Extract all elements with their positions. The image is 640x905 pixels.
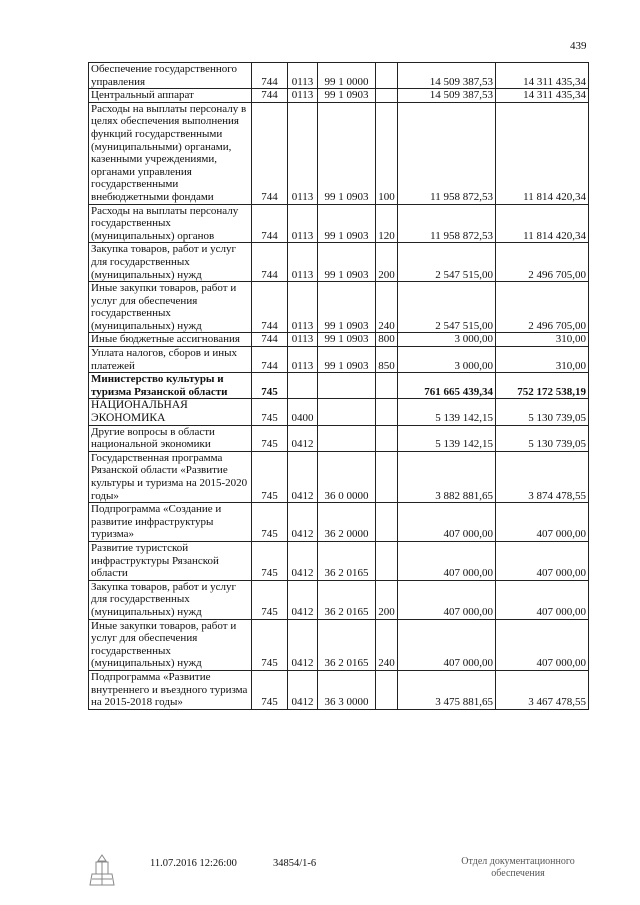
cell-name: Центральный аппарат: [89, 89, 252, 103]
cell-csr: 36 2 0000: [318, 503, 376, 542]
cell-rz: 0113: [288, 204, 318, 243]
cell-vr: [376, 399, 398, 425]
cell-rz: 0113: [288, 89, 318, 103]
cell-name: Расходы на выплаты персоналу в целях обеспечения выполнения функций государственными (муниципальными) органами, казенными учреждениями, органами управления государственными внебюджетными фондами: [89, 102, 252, 204]
cell-s2: 3 874 478,55: [496, 451, 589, 502]
cell-vr: 200: [376, 243, 398, 282]
cell-csr: [318, 425, 376, 451]
cell-rz: 0412: [288, 541, 318, 580]
cell-ved: 745: [252, 425, 288, 451]
cell-name: НАЦИОНАЛЬНАЯ ЭКОНОМИКА: [89, 399, 252, 425]
cell-s1: 5 139 142,15: [398, 425, 496, 451]
cell-vr: [376, 451, 398, 502]
cell-vr: [376, 541, 398, 580]
cell-name: Закупка товаров, работ и услуг для государственных (муниципальных) нужд: [89, 580, 252, 619]
cell-vr: [376, 425, 398, 451]
cell-csr: [318, 373, 376, 399]
cell-rz: 0113: [288, 282, 318, 333]
cell-s1: 5 139 142,15: [398, 399, 496, 425]
cell-s2: 11 814 420,34: [496, 102, 589, 204]
cell-ved: 744: [252, 89, 288, 103]
cell-vr: [376, 373, 398, 399]
cell-rz: 0412: [288, 580, 318, 619]
budget-table: [88, 62, 589, 710]
cell-rz: 0113: [288, 102, 318, 204]
cell-vr: 850: [376, 347, 398, 373]
cell-name: Обеспечение государственного управления: [89, 63, 252, 89]
cell-csr: 99 1 0903: [318, 347, 376, 373]
cell-s2: 310,00: [496, 333, 589, 347]
cell-ved: 744: [252, 282, 288, 333]
cell-ved: 745: [252, 619, 288, 670]
emblem-icon: [84, 852, 120, 888]
cell-csr: [318, 399, 376, 425]
cell-ved: 744: [252, 347, 288, 373]
table-row: [89, 425, 589, 451]
cell-vr: 800: [376, 333, 398, 347]
cell-name: Закупка товаров, работ и услуг для государственных (муниципальных) нужд: [89, 243, 252, 282]
table-row: [89, 670, 589, 709]
table-row: [89, 347, 589, 373]
cell-csr: 36 2 0165: [318, 580, 376, 619]
table-row: [89, 333, 589, 347]
department-stamp: Отдел документационного обеспечения: [461, 856, 575, 879]
cell-csr: 36 2 0165: [318, 619, 376, 670]
cell-s2: 407 000,00: [496, 503, 589, 542]
cell-ved: 744: [252, 243, 288, 282]
cell-csr: 99 1 0903: [318, 282, 376, 333]
cell-ved: 745: [252, 503, 288, 542]
cell-s1: 11 958 872,53: [398, 102, 496, 204]
cell-rz: 0412: [288, 451, 318, 502]
cell-name: Другие вопросы в области национальной экономики: [89, 425, 252, 451]
table-row: [89, 619, 589, 670]
table-row: [89, 399, 589, 425]
cell-vr: [376, 63, 398, 89]
cell-s2: 5 130 739,05: [496, 399, 589, 425]
page-number: 439: [570, 40, 587, 52]
cell-vr: 200: [376, 580, 398, 619]
cell-rz: 0412: [288, 619, 318, 670]
cell-csr: 99 1 0903: [318, 243, 376, 282]
cell-s1: 14 509 387,53: [398, 63, 496, 89]
cell-ved: 745: [252, 541, 288, 580]
footer-datetime: 11.07.2016 12:26:00: [150, 858, 237, 869]
table-row: [89, 63, 589, 89]
cell-rz: 0113: [288, 347, 318, 373]
table-row: [89, 373, 589, 399]
cell-csr: 99 1 0903: [318, 204, 376, 243]
cell-vr: [376, 89, 398, 103]
cell-csr: 99 1 0000: [318, 63, 376, 89]
cell-s2: 407 000,00: [496, 619, 589, 670]
cell-s1: 3 000,00: [398, 347, 496, 373]
cell-ved: 744: [252, 204, 288, 243]
cell-rz: 0412: [288, 503, 318, 542]
cell-s2: 407 000,00: [496, 580, 589, 619]
footer-doc-number: 34854/1-6: [273, 858, 317, 869]
cell-csr: 36 0 0000: [318, 451, 376, 502]
table-row: [89, 282, 589, 333]
cell-s1: 14 509 387,53: [398, 89, 496, 103]
cell-s2: 14 311 435,34: [496, 63, 589, 89]
cell-rz: 0113: [288, 333, 318, 347]
cell-s1: 407 000,00: [398, 619, 496, 670]
cell-ved: 745: [252, 670, 288, 709]
cell-name: Развитие туристской инфраструктуры Рязанской области: [89, 541, 252, 580]
cell-ved: 745: [252, 399, 288, 425]
cell-csr: 99 1 0903: [318, 102, 376, 204]
table-row: [89, 102, 589, 204]
cell-vr: 100: [376, 102, 398, 204]
cell-vr: 240: [376, 619, 398, 670]
cell-vr: [376, 503, 398, 542]
cell-ved: 745: [252, 373, 288, 399]
cell-s1: 407 000,00: [398, 541, 496, 580]
cell-s2: 5 130 739,05: [496, 425, 589, 451]
cell-ved: 745: [252, 451, 288, 502]
cell-s1: 761 665 439,34: [398, 373, 496, 399]
cell-vr: [376, 670, 398, 709]
cell-s1: 11 958 872,53: [398, 204, 496, 243]
cell-rz: 0113: [288, 243, 318, 282]
cell-name: Министерство культуры и туризма Рязанской области: [89, 373, 252, 399]
cell-csr: 99 1 0903: [318, 89, 376, 103]
cell-s1: 3 000,00: [398, 333, 496, 347]
cell-s1: 407 000,00: [398, 503, 496, 542]
table-row: [89, 204, 589, 243]
cell-s2: 407 000,00: [496, 541, 589, 580]
cell-name: Уплата налогов, сборов и иных платежей: [89, 347, 252, 373]
cell-name: Расходы на выплаты персоналу государственных (муниципальных) органов: [89, 204, 252, 243]
cell-ved: 744: [252, 333, 288, 347]
cell-s2: 2 496 705,00: [496, 282, 589, 333]
table-row: [89, 451, 589, 502]
cell-ved: 744: [252, 102, 288, 204]
table-row: [89, 541, 589, 580]
cell-csr: 36 2 0165: [318, 541, 376, 580]
cell-s2: 310,00: [496, 347, 589, 373]
cell-s1: 3 475 881,65: [398, 670, 496, 709]
table-row: [89, 243, 589, 282]
cell-s1: 2 547 515,00: [398, 282, 496, 333]
table-row: [89, 89, 589, 103]
cell-name: Иные бюджетные ассигнования: [89, 333, 252, 347]
cell-s2: 11 814 420,34: [496, 204, 589, 243]
cell-csr: 36 3 0000: [318, 670, 376, 709]
cell-s1: 3 882 881,65: [398, 451, 496, 502]
cell-name: Государственная программа Рязанской области «Развитие культуры и туризма на 2015-2020 годы»: [89, 451, 252, 502]
cell-rz: 0412: [288, 425, 318, 451]
cell-name: Подпрограмма «Создание и развитие инфраструктуры туризма»: [89, 503, 252, 542]
cell-rz: 0113: [288, 63, 318, 89]
table-row: [89, 580, 589, 619]
table-row: [89, 503, 589, 542]
cell-rz: 0412: [288, 670, 318, 709]
cell-s2: 14 311 435,34: [496, 89, 589, 103]
cell-rz: 0400: [288, 399, 318, 425]
cell-csr: 99 1 0903: [318, 333, 376, 347]
cell-rz: [288, 373, 318, 399]
cell-s2: 3 467 478,55: [496, 670, 589, 709]
cell-s1: 2 547 515,00: [398, 243, 496, 282]
cell-vr: 240: [376, 282, 398, 333]
cell-name: Подпрограмма «Развитие внутреннего и въездного туризма на 2015-2018 годы»: [89, 670, 252, 709]
cell-s2: 752 172 538,19: [496, 373, 589, 399]
cell-s1: 407 000,00: [398, 580, 496, 619]
cell-vr: 120: [376, 204, 398, 243]
cell-ved: 744: [252, 63, 288, 89]
cell-ved: 745: [252, 580, 288, 619]
cell-s2: 2 496 705,00: [496, 243, 589, 282]
cell-name: Иные закупки товаров, работ и услуг для обеспечения государственных (муниципальных) нужд: [89, 619, 252, 670]
cell-name: Иные закупки товаров, работ и услуг для обеспечения государственных (муниципальных) нужд: [89, 282, 252, 333]
